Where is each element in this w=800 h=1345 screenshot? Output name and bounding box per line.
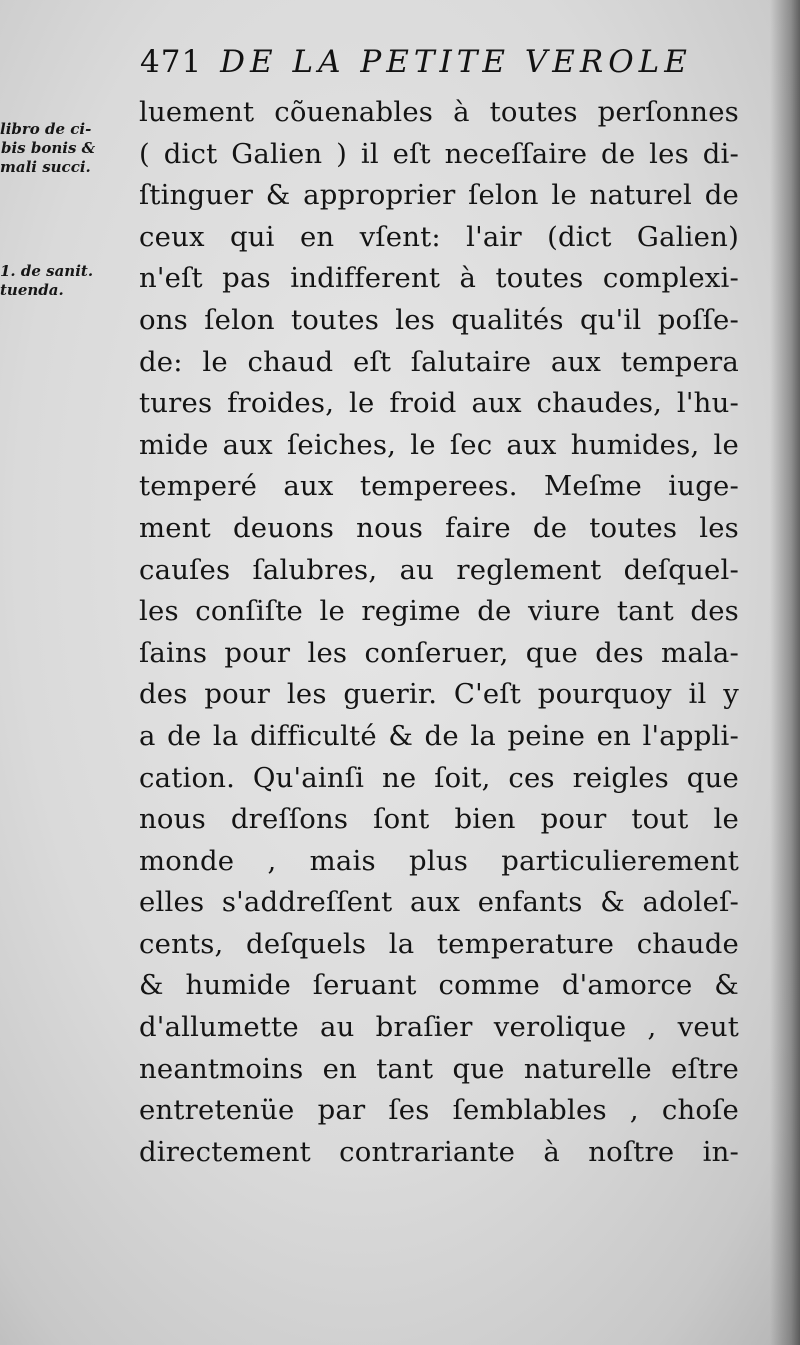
page-number: 471 <box>140 44 203 80</box>
text-line: luement cõuenables à toutes perſonnes <box>139 96 739 128</box>
text-line: nous dreſſons ſont bien pour tout le <box>139 803 739 836</box>
text-line: ( dict Galien ) il eſt neceſſaire de les di- <box>139 137 739 170</box>
text-line: n'eſt pas indifferent à toutes complexi- <box>139 262 739 295</box>
text-line: de: le chaud eſt ſalutaire aux tempera <box>139 345 739 378</box>
margin-note-2 <box>0 262 93 300</box>
text-line: cation. Qu'ainſi ne ſoit, ces reigles que <box>139 761 739 794</box>
text-line: elles s'addreſſent aux enfants & adoleſ- <box>139 886 739 919</box>
text-line: ons ſelon toutes les qualités qu'il poſſe- <box>139 303 739 336</box>
text-line: cents, deſquels la temperature chaude <box>139 927 739 960</box>
running-title: DE LA PETITE VEROLE <box>220 44 692 80</box>
margin-note-line: libro de ci- <box>0 120 92 138</box>
margin-note-line: tuenda. <box>0 281 64 299</box>
text-line: ſains pour les conſeruer, que des mala- <box>139 636 739 669</box>
text-line: entretenüe par ſes ſemblables , choſe <box>139 1094 739 1127</box>
margin-note-line: bis bonis & <box>1 139 96 157</box>
text-line: a de la difficulté & de la peine en l'appli- <box>139 719 739 752</box>
text-line: les conſiſte le regime de viure tant des <box>139 595 739 628</box>
text-line: ceux qui en vſent: l'air (dict Galien) <box>139 220 739 253</box>
text-line: ment deuons nous faire de toutes les <box>139 511 739 544</box>
body-text <box>139 92 739 1173</box>
text-line: d'allumette au braſier verolique , veut <box>139 1011 739 1044</box>
text-line: directement contrariante à noſtre in- <box>139 1135 739 1168</box>
margin-note-line: mali succi. <box>0 158 91 176</box>
text-line: des pour les guerir. C'eſt pourquoy il y <box>139 678 739 711</box>
text-line: monde , mais plus particulierement <box>139 844 739 877</box>
text-line: ſtinguer & approprier ſelon le naturel de <box>139 179 739 212</box>
text-line: & humide ſeruant comme d'amorce & <box>139 969 739 1002</box>
running-head <box>140 44 692 80</box>
text-line: cauſes ſalubres, au reglement deſquel- <box>139 553 739 586</box>
margin-note-line: 1. de sanit. <box>0 262 94 280</box>
page-edge-shadow <box>770 0 800 1345</box>
text-line: neantmoins en tant que naturelle eſtre <box>139 1052 739 1085</box>
text-line: tures froides, le froid aux chaudes, l'hu- <box>139 387 739 420</box>
margin-note-1 <box>0 120 95 177</box>
text-line: mide aux ſeiches, le ſec aux humides, le <box>139 428 739 461</box>
text-line: temperé aux temperees. Meſme iuge- <box>139 470 739 503</box>
